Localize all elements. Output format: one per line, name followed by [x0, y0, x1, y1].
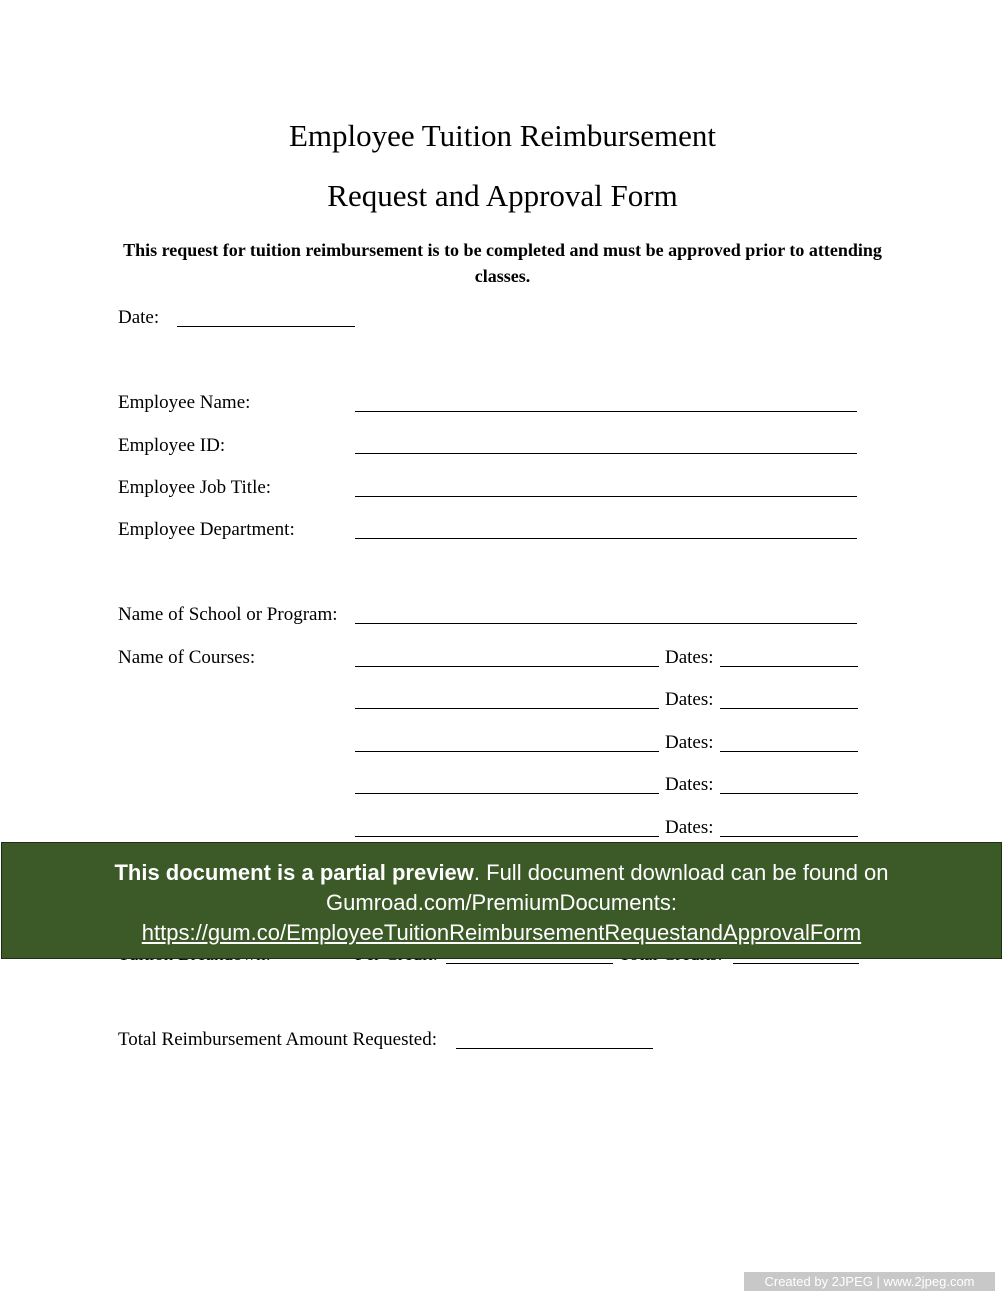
- course-dates-field-line[interactable]: [720, 751, 858, 752]
- school-label: Name of School or Program:: [118, 604, 338, 625]
- instructions: This request for tuition reimbursement is to be completed and must be approved prior to attending classes.: [123, 240, 882, 286]
- dates-label: Dates:: [665, 732, 714, 753]
- course-dates-field-line[interactable]: [720, 836, 858, 837]
- courses-label: Name of Courses:: [118, 647, 256, 668]
- course-dates-field-line[interactable]: [720, 666, 858, 667]
- employee-job-title-field-line[interactable]: [355, 496, 857, 497]
- banner-download-link[interactable]: https://gum.co/EmployeeTuitionReimbursementRequestandApprovalForm: [141, 920, 862, 945]
- employee-name-label: Employee Name:: [118, 392, 251, 413]
- employee-name-field-line[interactable]: [355, 411, 857, 412]
- dates-label: Dates:: [665, 817, 714, 838]
- dates-label: Dates:: [665, 774, 714, 795]
- course-field-line[interactable]: [355, 836, 659, 837]
- preview-banner: [1, 842, 1002, 959]
- employee-id-field-line[interactable]: [355, 453, 857, 454]
- course-field-line[interactable]: [355, 708, 659, 709]
- per-credit-field-line[interactable]: [446, 963, 613, 964]
- course-field-line[interactable]: [355, 666, 659, 667]
- employee-department-field-line[interactable]: [355, 538, 857, 539]
- banner-line2: Gumroad.com/PremiumDocuments:: [326, 890, 677, 915]
- course-dates-field-line[interactable]: [720, 708, 858, 709]
- dates-label: Dates:: [665, 647, 714, 668]
- employee-department-label: Employee Department:: [118, 519, 295, 540]
- dates-label: Dates:: [665, 689, 714, 710]
- total-reimbursement-field-line[interactable]: [456, 1048, 653, 1049]
- form-title-line2: Request and Approval Form: [327, 178, 678, 213]
- date-field-line[interactable]: [177, 326, 355, 327]
- total-credits-field-line[interactable]: [733, 963, 859, 964]
- course-dates-field-line[interactable]: [720, 793, 858, 794]
- date-label: Date:: [118, 307, 160, 328]
- banner-bold-text: This document is a partial preview: [114, 860, 474, 885]
- employee-id-label: Employee ID:: [118, 435, 226, 456]
- total-reimbursement-label: Total Reimbursement Amount Requested:: [118, 1029, 437, 1050]
- watermark: Created by 2JPEG | www.2jpeg.com: [744, 1272, 995, 1291]
- form-title-line1: Employee Tuition Reimbursement: [288, 118, 717, 153]
- school-field-line[interactable]: [355, 623, 857, 624]
- course-field-line[interactable]: [355, 793, 659, 794]
- banner-text: . Full document download can be found on: [473, 860, 889, 885]
- course-field-line[interactable]: [355, 751, 659, 752]
- employee-job-title-label: Employee Job Title:: [118, 477, 272, 498]
